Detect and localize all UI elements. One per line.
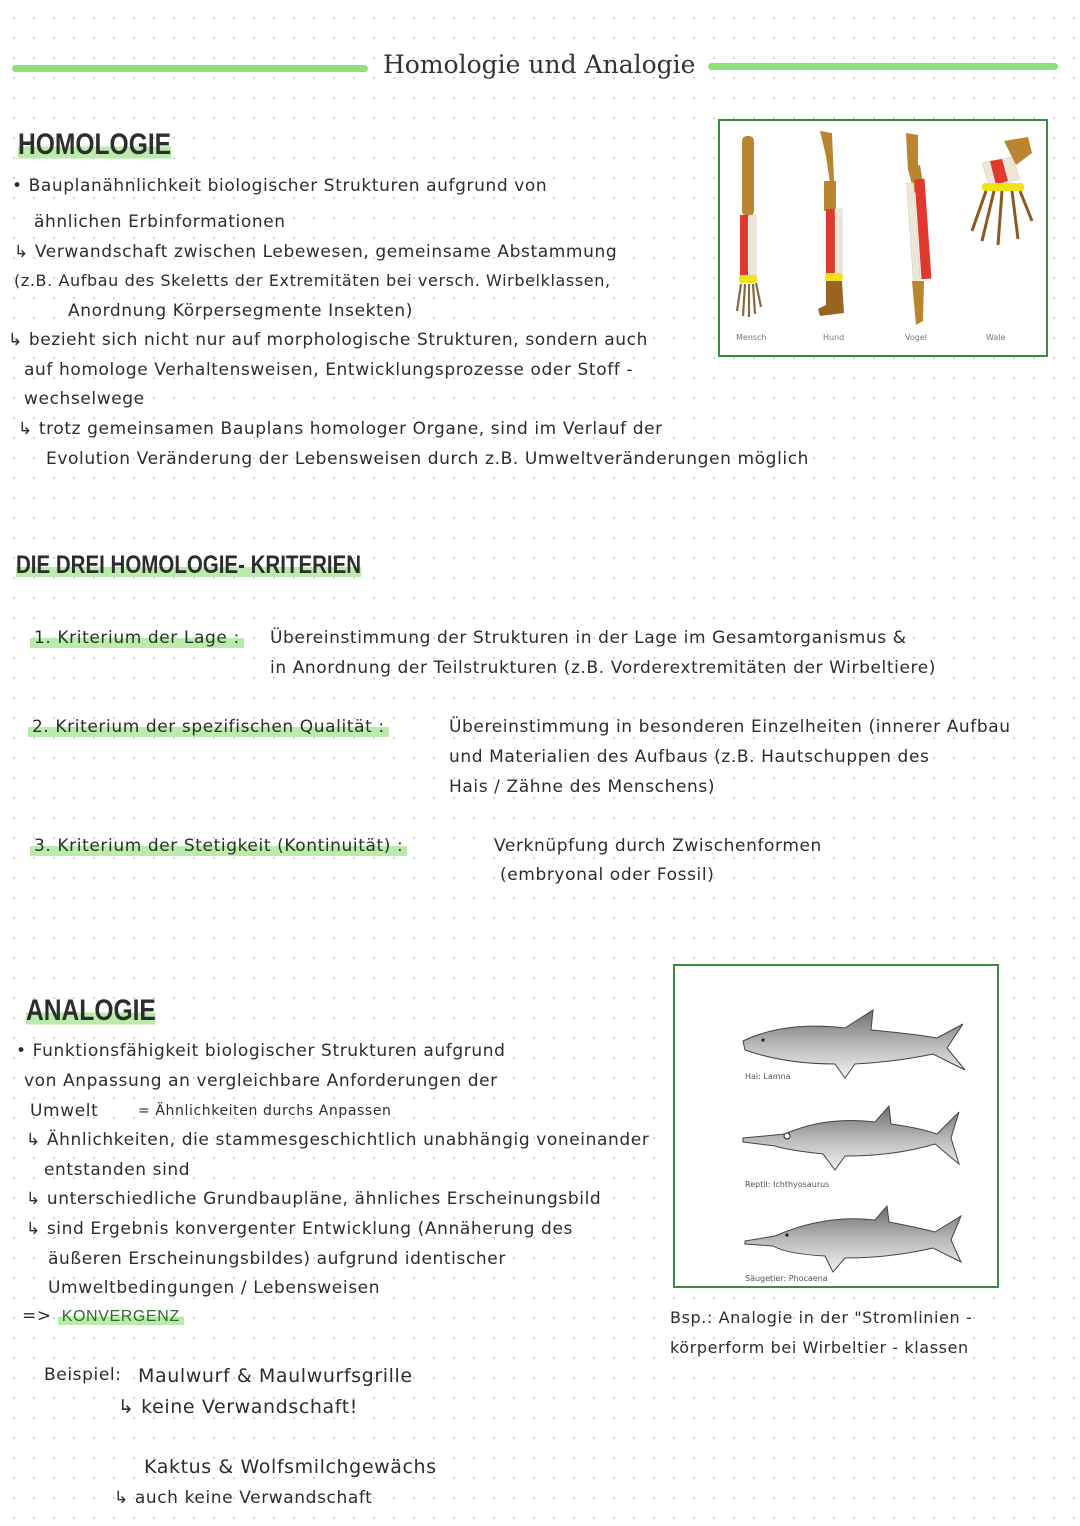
limb-homology-figure (718, 119, 1048, 357)
dog-leg-icon (818, 131, 844, 316)
figure-label-mensch: Mensch (736, 333, 767, 342)
konvergenz-arrow: => (22, 1306, 52, 1326)
beispiel-label: Beispiel: (44, 1365, 122, 1385)
kriterien-heading: DIE DREI HOMOLOGIE- KRITERIEN (16, 551, 362, 579)
kriterium-3-line: (embryonal oder Fossil) (500, 865, 715, 885)
kriterium-2-line: und Materialien des Aufbaus (z.B. Hautschuppen des (449, 747, 930, 767)
homologie-heading: HOMOLOGIE (18, 128, 172, 161)
kriterium-1-label-text: 1. Kriterium der Lage : (30, 628, 244, 648)
analogie-line: Umweltbedingungen / Lebensweisen (48, 1278, 381, 1298)
figure-label-vogel: Vogel (905, 333, 927, 342)
streamline-animals-illustration (675, 966, 997, 1286)
figure-label-reptil: Reptil: Ichthyosaurus (745, 1180, 830, 1189)
beispiel-2-note: ↳ auch keine Verwandschaft (114, 1488, 373, 1508)
homologie-line: Anordnung Körpersegmente Insekten) (68, 301, 414, 321)
homologie-line: wechselwege (24, 389, 145, 409)
analogie-line: entstanden sind (44, 1160, 191, 1180)
human-arm-icon (737, 136, 761, 317)
figure-label-hai: Hai: Lamna (745, 1072, 791, 1081)
homologie-line: ähnlichen Erbinformationen (34, 212, 286, 232)
homologie-line: ↳ Verwandschaft zwischen Lebewesen, gemeinsame Abstammung (14, 242, 618, 262)
bsp-line: körperform bei Wirbeltier - klassen (670, 1338, 969, 1357)
figure-label-wale: Wale (986, 333, 1006, 342)
analogie-line: = Ähnlichkeiten durchs Anpassen (138, 1103, 392, 1119)
homologie-line: • Bauplanähnlichkeit biologischer Strukturen aufgrund von (12, 176, 548, 196)
analogie-line: ↳ Ähnlichkeiten, die stammesgeschichtlich unabhängig voneinander (26, 1130, 650, 1150)
analogie-line: ↳ unterschiedliche Grundbaupläne, ähnliches Erscheinungsbild (26, 1189, 602, 1209)
beispiel-1-note: ↳ keine Verwandschaft! (118, 1396, 358, 1418)
analogie-line: von Anpassung an vergleichbare Anforderungen der (24, 1071, 498, 1091)
homologie-line: ↳ trotz gemeinsamen Bauplans homologer Organe, sind im Verlauf der (18, 419, 663, 439)
title-bar-right (708, 63, 1058, 70)
kriterium-2-label-text: 2. Kriterium der spezifischen Qualität : (28, 717, 389, 737)
konvergenz-line (22, 1306, 184, 1326)
homologie-line: ↳ bezieht sich nicht nur auf morphologische Strukturen, sondern auch (8, 330, 648, 350)
analogie-line: Umwelt (30, 1101, 99, 1121)
figure-label-hund: Hund (823, 333, 845, 342)
analogie-line: ↳ sind Ergebnis konvergenter Entwicklung (Annäherung des (26, 1219, 573, 1239)
bird-wing-icon (906, 133, 931, 325)
limb-bones-illustration (720, 121, 1046, 355)
analogie-line: • Funktionsfähigkeit biologischer Strukturen aufgrund (16, 1041, 506, 1061)
kriterium-1-label (30, 628, 244, 648)
kriterium-3-label-text: 3. Kriterium der Stetigkeit (Kontinuität) : (30, 836, 407, 856)
homologie-line: (z.B. Aufbau des Skeletts der Extremitäten bei versch. Wirbelklassen, (14, 271, 611, 290)
kriterium-2-label (28, 717, 389, 737)
page-title: Homologie und Analogie (383, 50, 696, 79)
beispiel-1: Maulwurf & Maulwurfsgrille (138, 1365, 413, 1387)
analogie-line: äußeren Erscheinungsbildes) aufgrund identischer (48, 1249, 506, 1269)
homologie-line: auf homologe Verhaltensweisen, Entwicklungsprozesse oder Stoff - (24, 360, 634, 380)
kriterium-2-line: Übereinstimmung in besonderen Einzelheiten (innerer Aufbau (449, 717, 1011, 737)
homologie-line: Evolution Veränderung der Lebensweisen durch z.B. Umweltveränderungen möglich (46, 449, 810, 469)
analogie-heading: ANALOGIE (26, 994, 156, 1027)
kriterium-1-line: in Anordnung der Teilstrukturen (z.B. Vorderextremitäten der Wirbeltiere) (270, 658, 937, 678)
shark-icon (743, 1010, 965, 1078)
konvergenz-term: KONVERGENZ (58, 1308, 184, 1325)
kriterium-3-line: Verknüpfung durch Zwischenformen (494, 836, 822, 856)
title-bar-left (12, 65, 368, 72)
figure-label-saeugetier: Säugetier: Phocaena (745, 1274, 828, 1283)
kriterium-2-line: Hais / Zähne des Menschens) (449, 777, 716, 797)
bsp-line: Bsp.: Analogie in der "Stromlinien - (670, 1308, 973, 1327)
kriterium-3-label (30, 836, 407, 856)
whale-flipper-icon (972, 137, 1032, 245)
beispiel-2: Kaktus & Wolfsmilchgewächs (144, 1456, 437, 1478)
kriterium-1-line: Übereinstimmung der Strukturen in der Lage im Gesamtorganismus & (270, 628, 907, 648)
dolphin-icon (745, 1206, 961, 1272)
ichthyosaurus-icon (743, 1106, 959, 1170)
streamline-figure (673, 964, 999, 1288)
